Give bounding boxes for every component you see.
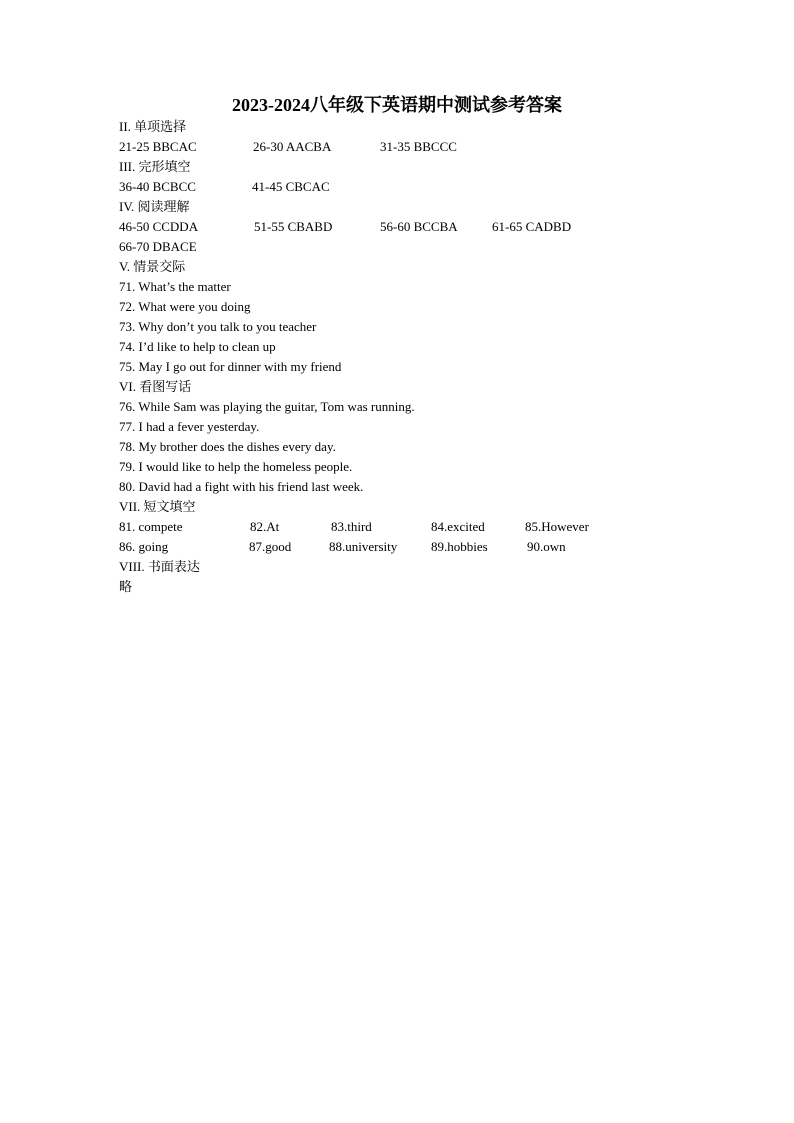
answer-cell: 88.university <box>329 539 398 554</box>
page-title: 2023-2024八年级下英语期中测试参考答案 <box>232 95 562 115</box>
answer-cell: 86. going <box>119 539 169 554</box>
section-heading-text: VIII. 书面表达 <box>119 559 200 574</box>
section-heading-text: VI. 看图写话 <box>119 379 192 394</box>
answer-text: 75. May I go out for dinner with my friend <box>119 359 342 374</box>
answer-cell: 85.However <box>525 519 589 534</box>
answer-cell: 84.excited <box>431 519 485 534</box>
answer-cell: 90.own <box>527 539 566 554</box>
answer-cell: 36-40 BCBCC <box>119 179 196 194</box>
answer-text: 79. I would like to help the homeless people. <box>119 459 353 474</box>
answer-cell: 87.good <box>249 539 292 554</box>
answer-text: 71. What’s the matter <box>119 279 231 294</box>
answer-text: 略 <box>119 579 133 594</box>
answer-cell: 89.hobbies <box>431 539 488 554</box>
section-heading-text: VII. 短文填空 <box>119 499 196 514</box>
answer-text: 76. While Sam was playing the guitar, Tom was running. <box>119 399 415 414</box>
answer-cell: 31-35 BBCCC <box>380 139 457 154</box>
section-heading-text: IV. 阅读理解 <box>119 199 190 214</box>
answer-cell: 21-25 BBCAC <box>119 139 197 154</box>
section-heading-text: V. 情景交际 <box>119 259 186 274</box>
answer-text: 80. David had a fight with his friend last week. <box>119 479 364 494</box>
answer-text: 77. I had a fever yesterday. <box>119 419 260 434</box>
answer-cell: 46-50 CCDDA <box>119 219 199 234</box>
answer-text: 66-70 DBACE <box>119 239 197 254</box>
answer-cell: 56-60 BCCBA <box>380 219 458 234</box>
section-heading-text: II. 单项选择 <box>119 119 187 134</box>
section-heading-text: III. 完形填空 <box>119 159 191 174</box>
answer-cell: 41-45 CBCAC <box>252 179 330 194</box>
answer-cell: 82.At <box>250 519 280 534</box>
answer-text: 74. I’d like to help to clean up <box>119 339 276 354</box>
answer-cell: 26-30 AACBA <box>253 139 332 154</box>
answer-cell: 51-55 CBABD <box>254 219 333 234</box>
answer-text: 72. What were you doing <box>119 299 251 314</box>
answer-cell: 81. compete <box>119 519 183 534</box>
answer-cell: 83.third <box>331 519 372 534</box>
answer-text: 78. My brother does the dishes every day. <box>119 439 336 454</box>
answer-text: 73. Why don’t you talk to you teacher <box>119 319 317 334</box>
answer-cell: 61-65 CADBD <box>492 219 572 234</box>
